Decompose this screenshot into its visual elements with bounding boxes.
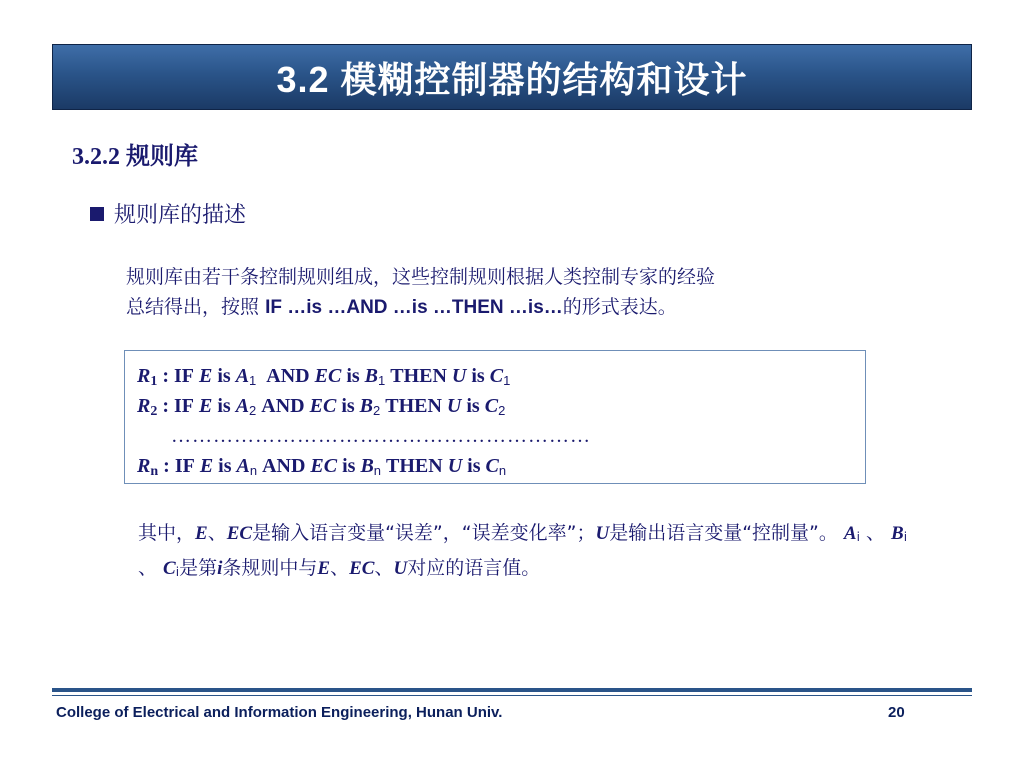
- rule-ellipsis-row: ……………………………………………………: [171, 425, 591, 447]
- slide-title-bar: [52, 44, 972, 110]
- bullet-item: [90, 198, 246, 229]
- description-line-2: 总结得出，按照 IF …is …AND …is …THEN …is…的形式表达。: [126, 296, 677, 318]
- rule-base-description: [126, 262, 936, 323]
- rule-list-box: [124, 350, 866, 484]
- rule-row-n: $R_n$ : IF E is $A_n$ AND EC is $B_n$ THEN U is $C_n$: [137, 455, 507, 479]
- variable-explanation: 其中，E、EC是输入语言变量“误差”，“误差变化率”；U是输出语言变量“控制量”。 $A_i$ 、 $B_i$ 、 $C_i$是第i条规则中与E、EC、U对应的语言值。: [138, 522, 908, 579]
- slide-title: 3.2 模糊控制器的结构和设计: [276, 58, 748, 100]
- page-number: 20: [888, 704, 905, 721]
- footer-institution: College of Electrical and Information Engineering, Hunan Univ.: [56, 704, 503, 721]
- section-heading: 3.2.2 规则库: [72, 144, 198, 170]
- square-bullet-icon: [90, 207, 104, 221]
- description-line-1: 规则库由若干条控制规则组成，这些控制规则根据人类控制专家的经验: [126, 266, 716, 288]
- rule-row-1: $R_1$ : IF E is $A_1$ AND EC is $B_1$ THEN U is $C_1$: [137, 365, 511, 389]
- footer-divider: [52, 688, 972, 696]
- bullet-text: 规则库的描述: [114, 203, 247, 228]
- rule-pattern: IF …is …AND …is …THEN …is…: [265, 297, 563, 318]
- rule-row-2: $R_2$ : IF E is $A_2$ AND EC is $B_2$ THEN U is $C_2$: [137, 395, 506, 419]
